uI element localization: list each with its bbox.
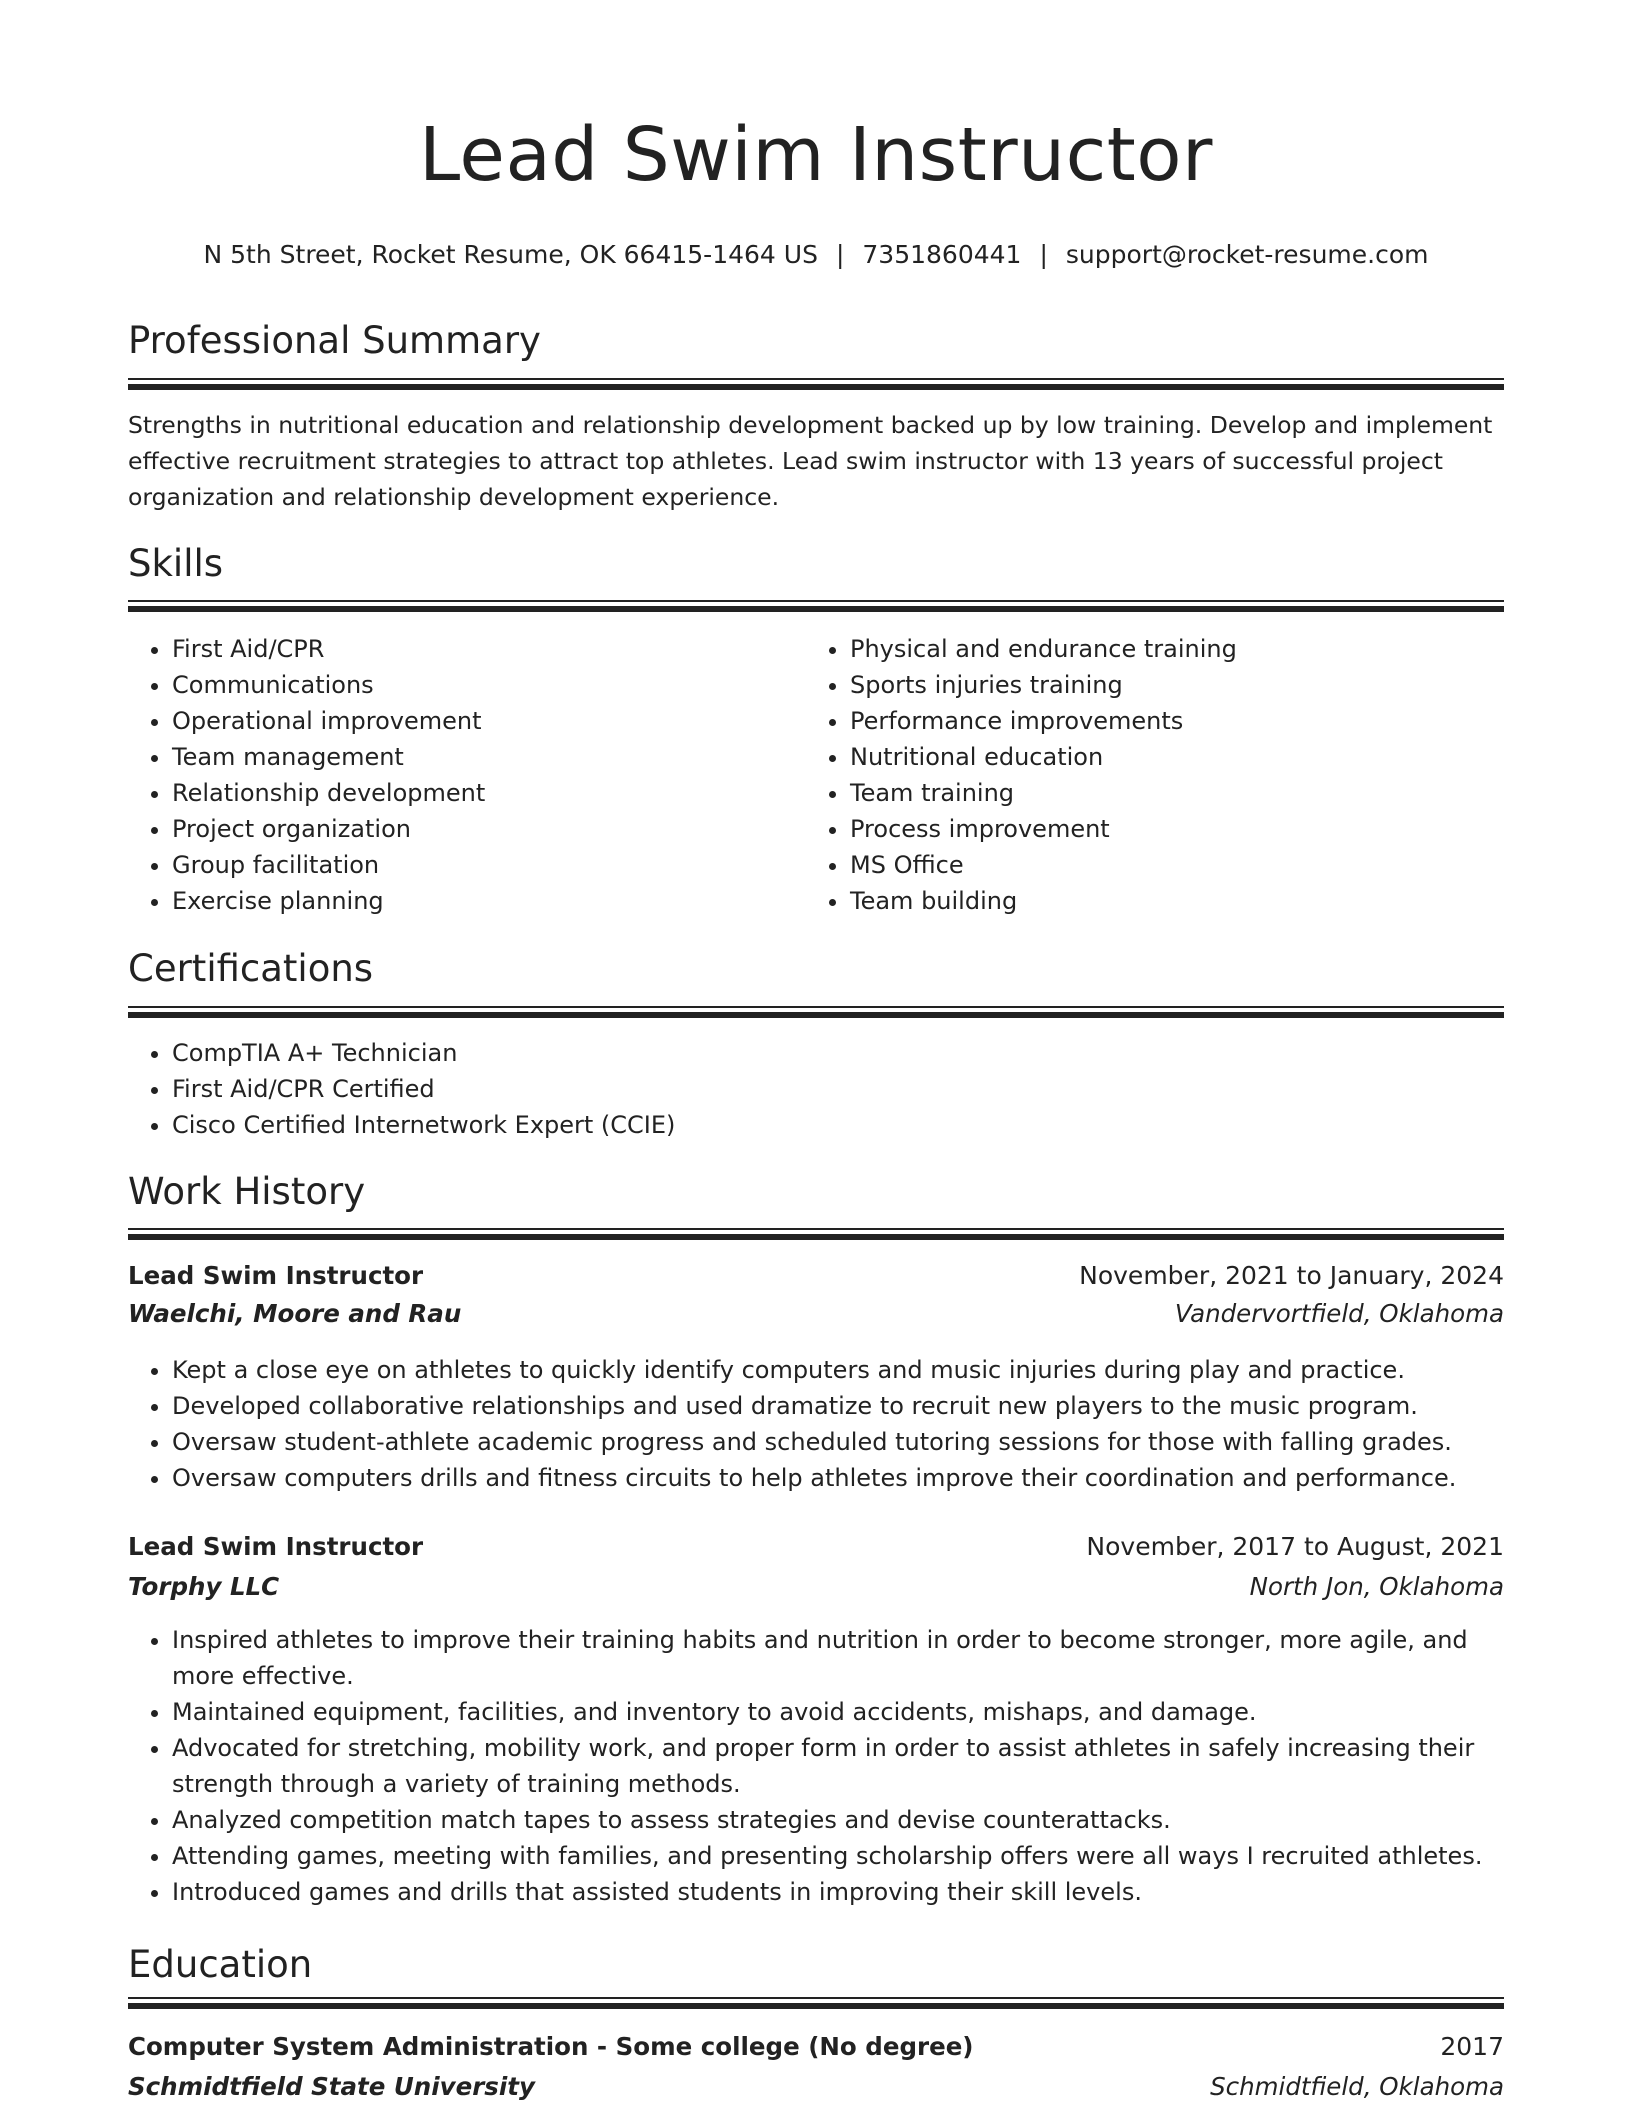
education-degree: Computer System Administration - Some college (No degree) — [128, 2032, 974, 2061]
list-item: • Relationship development — [172, 775, 788, 811]
list-item: • Kept a close eye on athletes to quickly identify computers and music injuries during play and practice. — [172, 1352, 1504, 1388]
contact-address: N 5th Street, Rocket Resume, OK 66415-1464 US — [203, 240, 818, 269]
summary-text: Strengths in nutritional education and relationship development backed up by low training. Develop and implement effective recruitment strategies to attract top athletes. Lead swim instructor with 13 years of successful project organization and relationship development experience. — [128, 411, 1493, 511]
contact-phone: 7351860441 — [862, 240, 1022, 269]
education-location: Schmidtfield, Oklahoma — [1210, 2072, 1504, 2101]
list-item: • Developed collaborative relationships and used dramatize to recruit new players to the music program. — [172, 1388, 1504, 1424]
section-title-summary: Professional Summary — [128, 319, 541, 362]
job-title: Lead Swim Instructor — [128, 1532, 424, 1561]
job-bullets-list — [128, 1622, 1504, 1910]
list-item: • Inspired athletes to improve their training habits and nutrition in order to become stronger, more agile, and more effective. — [172, 1622, 1504, 1694]
job-company: Torphy LLC — [128, 1572, 280, 1601]
section-divider — [128, 600, 1504, 612]
list-item: • Performance improvements — [850, 703, 1466, 739]
list-item: • Operational improvement — [172, 703, 788, 739]
list-item: • Sports injuries training — [850, 667, 1466, 703]
section-title-education: Education — [128, 1943, 313, 1986]
list-item: • Team building — [850, 883, 1466, 919]
list-item: • Oversaw student-athlete academic progress and scheduled tutoring sessions for those with falling grades. — [172, 1424, 1504, 1460]
contact-separator: | — [1039, 240, 1048, 269]
list-item: • First Aid/CPR Certified — [172, 1071, 1504, 1107]
section-divider — [128, 1228, 1504, 1240]
skills-right-list — [806, 631, 1466, 919]
job-location: North Jon, Oklahoma — [1249, 1572, 1504, 1601]
skills-column-right — [806, 631, 1466, 919]
section-divider — [128, 378, 1504, 390]
job-entry — [128, 1261, 1504, 1341]
job-title: Lead Swim Instructor — [128, 1261, 424, 1290]
list-item: • Analyzed competition match tapes to assess strategies and devise counterattacks. — [172, 1802, 1504, 1838]
section-summary — [128, 319, 1504, 362]
list-item: • Introduced games and drills that assisted students in improving their skill levels. — [172, 1874, 1504, 1910]
list-item: • Cisco Certified Internetwork Expert (CCIE) — [172, 1107, 1504, 1143]
list-item: • Process improvement — [850, 811, 1466, 847]
certifications-list — [128, 1035, 1504, 1143]
section-skills — [128, 542, 1504, 585]
candidate-name: Lead Swim Instructor — [419, 112, 1213, 198]
skills-column-left — [128, 631, 788, 919]
education-school: Schmidtfield State University — [128, 2072, 535, 2101]
skills-left-list — [128, 631, 788, 919]
section-divider — [128, 1006, 1504, 1018]
education-year: 2017 — [1440, 2032, 1504, 2061]
section-title-certifications: Certifications — [128, 947, 374, 990]
education-entry — [128, 2032, 1504, 2112]
job-bullets-list — [128, 1352, 1504, 1496]
list-item: • Maintained equipment, facilities, and inventory to avoid accidents, mishaps, and damage. — [172, 1694, 1504, 1730]
job-dates: November, 2021 to January, 2024 — [1079, 1261, 1504, 1290]
contact-line — [128, 240, 1504, 269]
list-item: • Group facilitation — [172, 847, 788, 883]
job-company: Waelchi, Moore and Rau — [128, 1299, 462, 1328]
skills-list — [128, 631, 1504, 931]
certifications-bullets — [128, 1035, 1504, 1143]
job-dates: November, 2017 to August, 2021 — [1086, 1532, 1504, 1561]
list-item: • Attending games, meeting with families, and presenting scholarship offers were all ways I recruited athletes. — [172, 1838, 1504, 1874]
section-work-history — [128, 1170, 1504, 1213]
list-item: • Physical and endurance training — [850, 631, 1466, 667]
list-item: • MS Office — [850, 847, 1466, 883]
list-item: • Communications — [172, 667, 788, 703]
section-title-skills: Skills — [128, 542, 224, 585]
list-item: • Exercise planning — [172, 883, 788, 919]
section-education — [128, 1943, 1504, 1986]
section-divider — [128, 1997, 1504, 2009]
section-title-work: Work History — [128, 1170, 366, 1213]
job-bullets — [128, 1352, 1504, 1496]
contact-email: support@rocket-resume.com — [1065, 240, 1429, 269]
contact-separator: | — [835, 240, 845, 269]
list-item: • First Aid/CPR — [172, 631, 788, 667]
job-entry — [128, 1532, 1504, 1612]
list-item: • Advocated for stretching, mobility work, and proper form in order to assist athletes in safely increasing their strength through a variety of training methods. — [172, 1730, 1504, 1802]
list-item: • CompTIA A+ Technician — [172, 1035, 1504, 1071]
section-certifications — [128, 947, 1504, 990]
list-item: • Nutritional education — [850, 739, 1466, 775]
list-item: • Team training — [850, 775, 1466, 811]
job-location: Vandervortfield, Oklahoma — [1174, 1299, 1504, 1328]
list-item: • Project organization — [172, 811, 788, 847]
job-bullets — [128, 1622, 1504, 1910]
list-item: • Team management — [172, 739, 788, 775]
list-item: • Oversaw computers drills and fitness circuits to help athletes improve their coordination and performance. — [172, 1460, 1504, 1496]
